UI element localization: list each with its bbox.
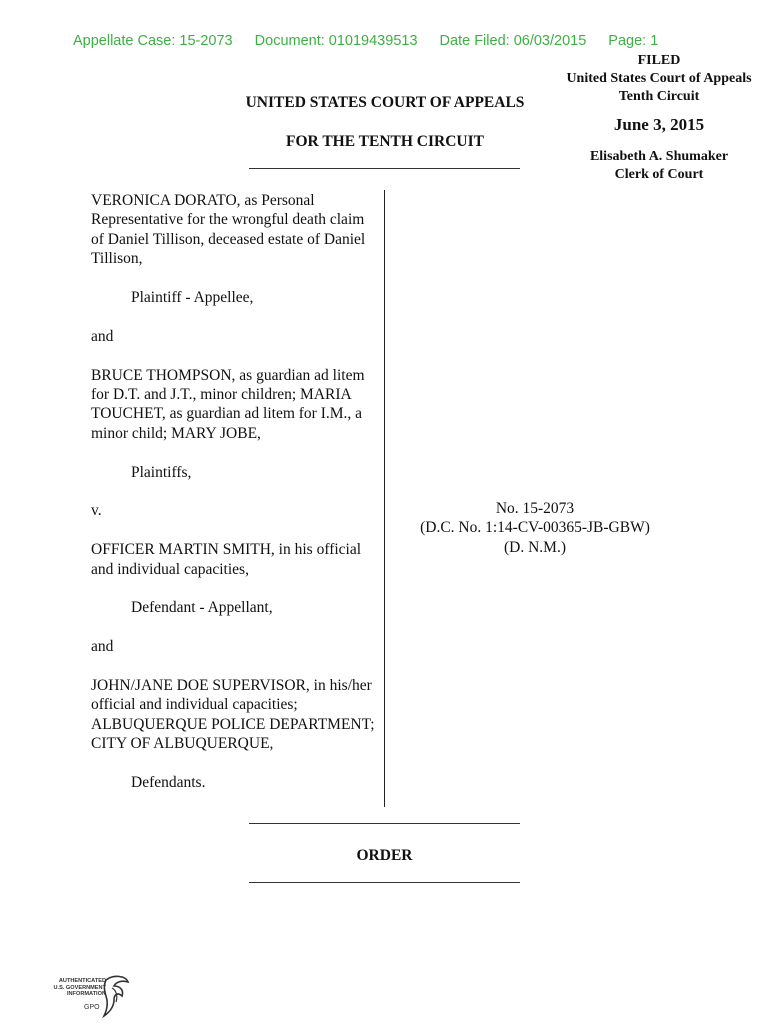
conjunction-and-2: and bbox=[91, 638, 114, 656]
case-numbers bbox=[400, 499, 670, 557]
court-name: UNITED STATES COURT OF APPEALS bbox=[245, 94, 525, 111]
filed-notice bbox=[548, 52, 770, 184]
seal-line-2: U.S. GOVERNMENT bbox=[53, 984, 106, 991]
versus: v. bbox=[91, 502, 102, 520]
filed-court: United States Court of Appeals bbox=[566, 71, 752, 86]
role-appellant: Defendant - Appellant, bbox=[131, 599, 273, 617]
stamp-document: Document: 01019439513 bbox=[254, 33, 418, 49]
filed-label: FILED bbox=[637, 53, 681, 68]
party-defendants: JOHN/JANE DOE SUPERVISOR, in his/her official and individual capacities; ALBUQUERQUE POLICE DEPARTMENT; CITY OF ALBUQUERQUE, bbox=[91, 677, 375, 753]
gpo-eagle-icon bbox=[102, 974, 132, 1018]
filing-stamp bbox=[73, 33, 676, 49]
case-caption bbox=[91, 191, 381, 812]
caption-divider bbox=[384, 190, 385, 807]
clerk-title: Clerk of Court bbox=[614, 167, 704, 182]
seal-line-3: INFORMATION bbox=[66, 991, 106, 998]
seal-gpo: GPO bbox=[84, 1004, 100, 1011]
gpo-authentication-seal bbox=[44, 974, 134, 1018]
stamp-case: Appellate Case: 15-2073 bbox=[73, 33, 233, 49]
order-title: ORDER bbox=[356, 847, 413, 864]
stamp-date-filed: Date Filed: 06/03/2015 bbox=[439, 33, 587, 49]
filed-circuit: Tenth Circuit bbox=[618, 89, 700, 104]
order-rule-bottom bbox=[249, 882, 520, 883]
clerk-name: Elisabeth A. Shumaker bbox=[589, 149, 729, 164]
role-appellee: Plaintiff - Appellee, bbox=[131, 289, 254, 307]
heading-rule-top bbox=[249, 168, 520, 169]
district-case-number: (D.C. No. 1:14-CV-00365-JB-GBW) bbox=[420, 519, 650, 537]
seal-line-1: AUTHENTICATED bbox=[58, 978, 106, 984]
filed-date: June 3, 2015 bbox=[613, 115, 705, 134]
case-number: No. 15-2073 bbox=[495, 500, 575, 517]
party-appellee: VERONICA DORATO, as Personal Representative for the wrongful death claim of Daniel Tillison, deceased estate of Daniel Tillison, bbox=[91, 192, 366, 268]
court-circuit: FOR THE TENTH CIRCUIT bbox=[286, 133, 484, 150]
role-plaintiffs: Plaintiffs, bbox=[131, 463, 192, 481]
party-plaintiffs: BRUCE THOMPSON, as guardian ad litem for D.T. and J.T., minor children; MARIA TOUCHET, as guardian ad litem for I.M., a minor child; MARY JOBE, bbox=[91, 366, 365, 442]
stamp-page: Page: 1 bbox=[608, 33, 659, 49]
role-defendants: Defendants. bbox=[131, 774, 206, 792]
order-rule-top bbox=[249, 823, 520, 824]
district-name: (D. N.M.) bbox=[504, 538, 566, 556]
conjunction-and: and bbox=[91, 327, 114, 345]
party-appellant: OFFICER MARTIN SMITH, in his official and individual capacities, bbox=[91, 541, 362, 578]
